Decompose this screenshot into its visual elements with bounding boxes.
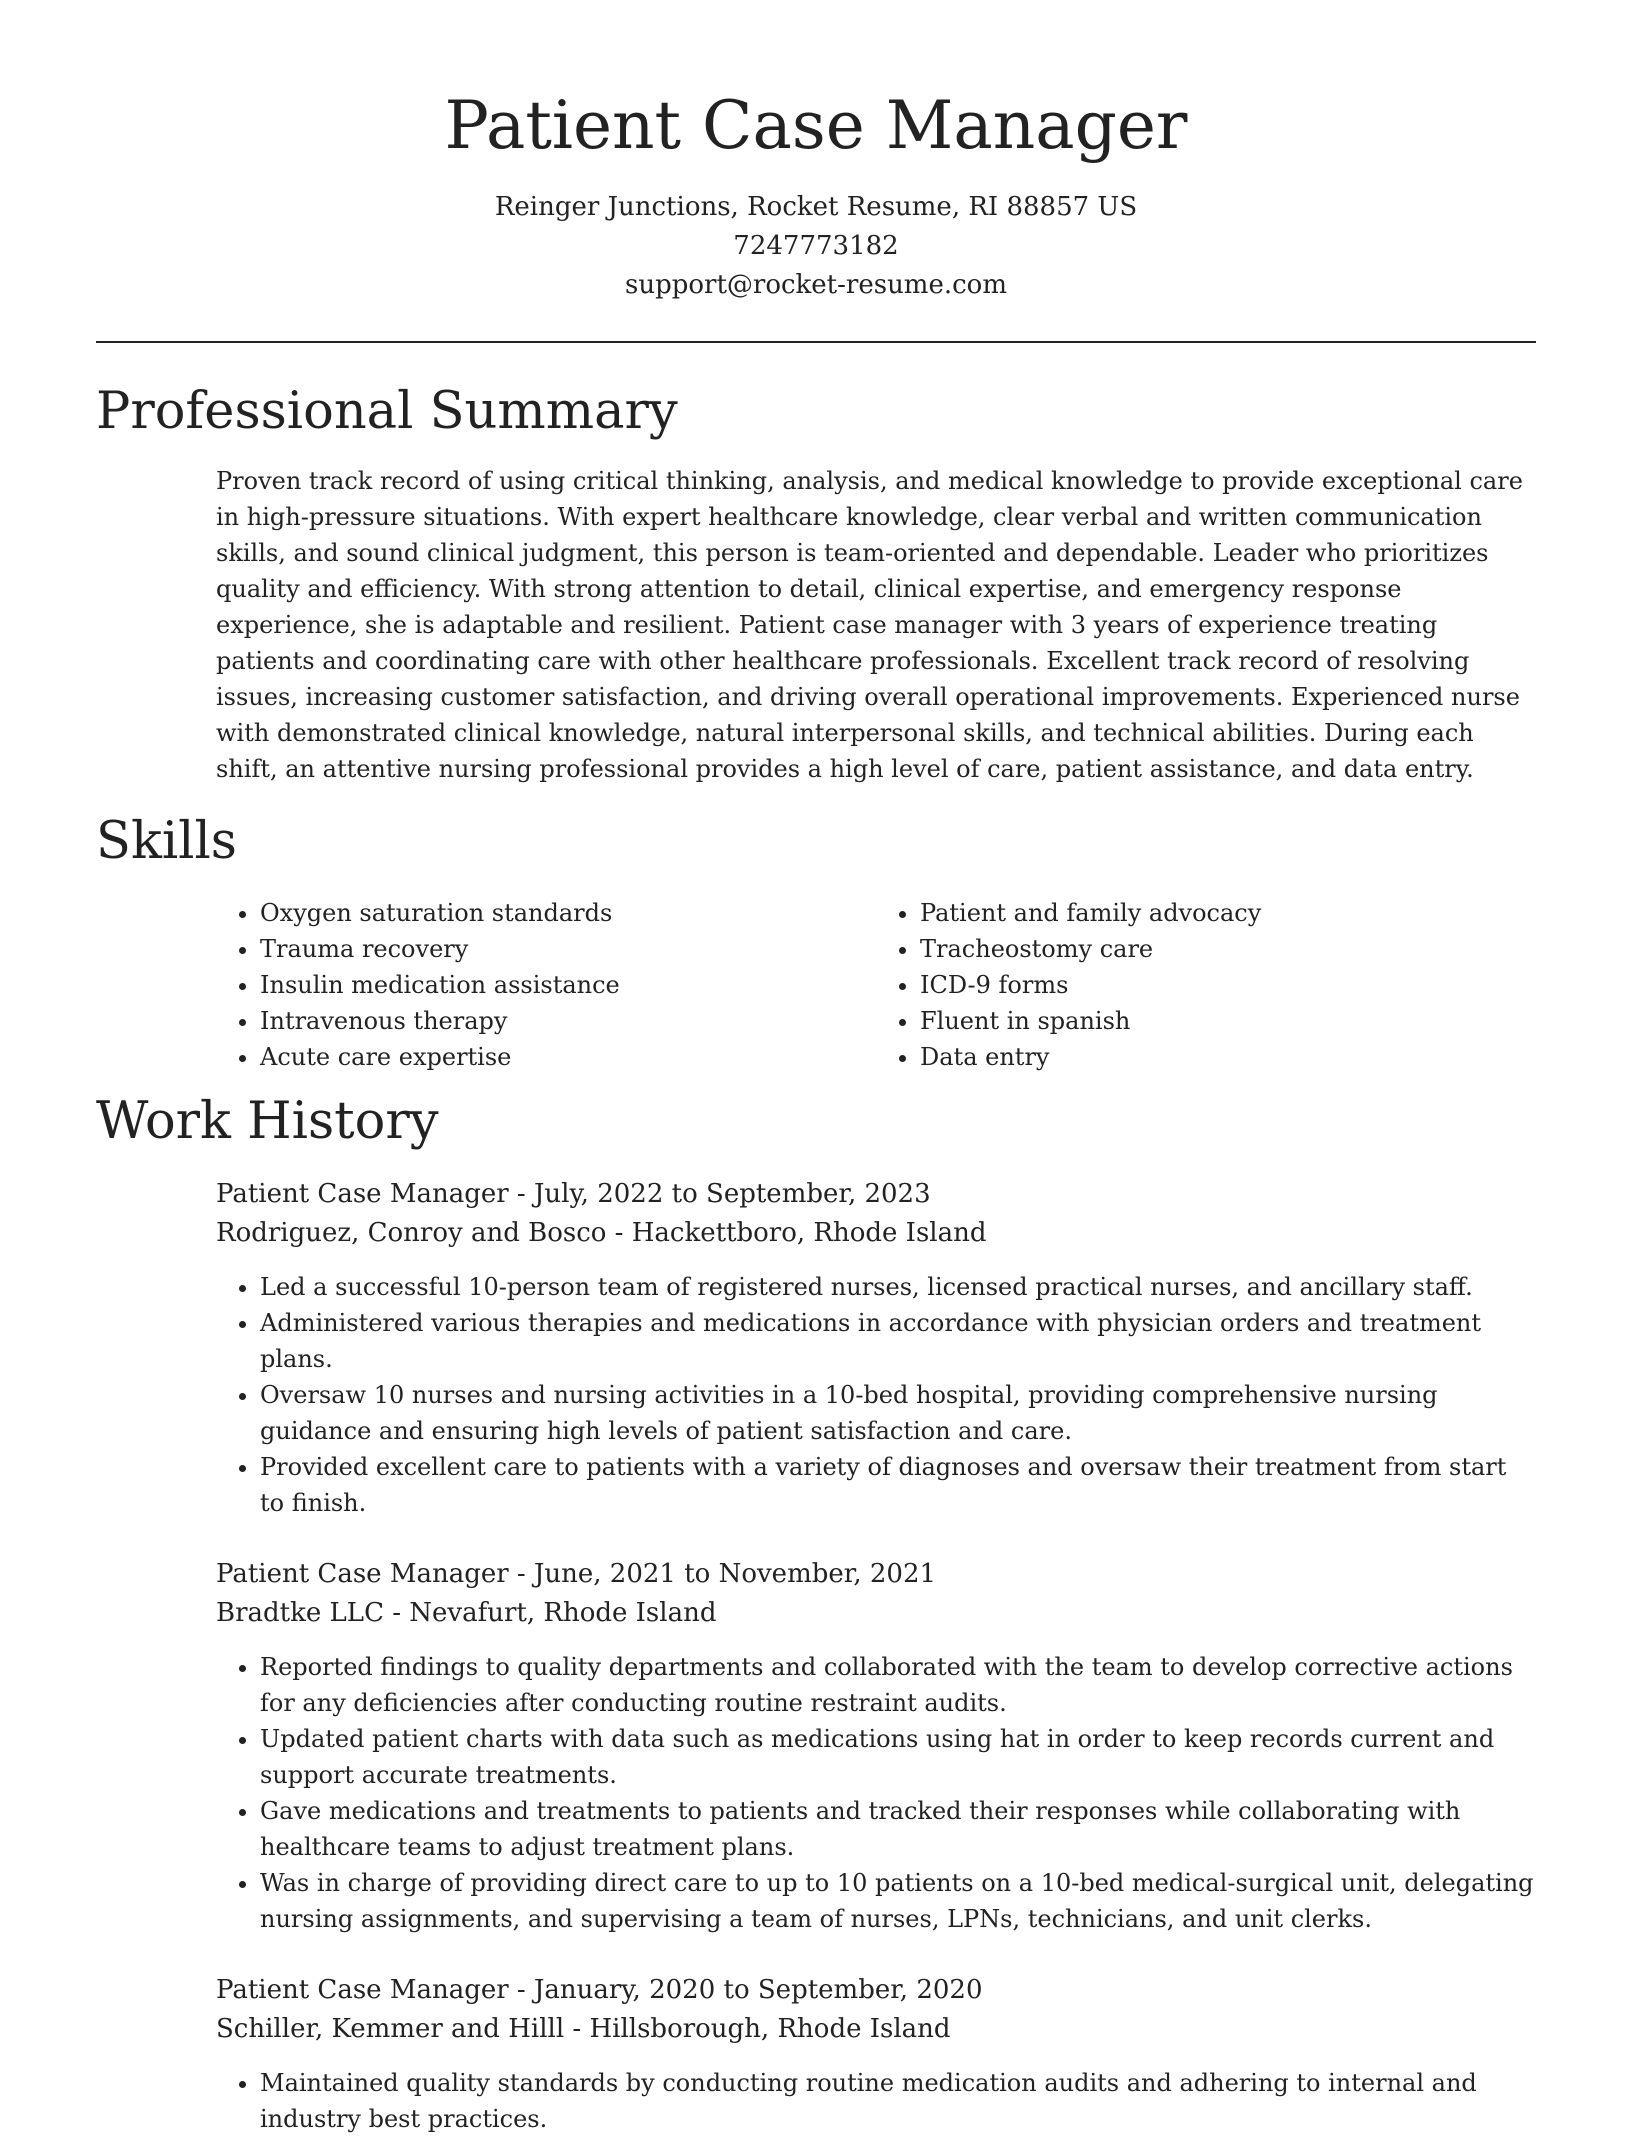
skill-item: • Data entry [920, 1039, 1536, 1075]
skill-item: • Fluent in spanish [920, 1003, 1536, 1039]
email-line: support@rocket-resume.com [624, 270, 1007, 300]
job-bullet: • Administered various therapies and medications in accordance with physician orders and treatment plans. [260, 1305, 1536, 1377]
skill-item: • ICD-9 forms [920, 967, 1536, 1003]
job-title-line: Patient Case Manager - June, 2021 to November, 2021 [216, 1559, 937, 1589]
job-company-line: Schiller, Kemmer and Hilll - Hillsborough, Rhode Island [216, 2014, 951, 2044]
job-bullets [216, 1269, 1536, 1521]
work-history-heading: Work History [96, 1092, 439, 1151]
job-entry [216, 1555, 1536, 1937]
job-company-line: Rodriguez, Conroy and Bosco - Hackettboro, Rhode Island [216, 1218, 987, 1248]
job-bullet: • Gave medications and treatments to patients and tracked their responses while collaborating with healthcare teams to adjust treatment plans. [260, 1793, 1536, 1865]
skills-column-right [876, 895, 1536, 1075]
summary-heading: Professional Summary [96, 382, 678, 441]
address-line: Reinger Junctions, Rocket Resume, RI 88857 US [494, 192, 1138, 222]
skills-column-left [216, 895, 876, 1075]
skills-heading: Skills [96, 812, 237, 871]
skills-list [216, 895, 1536, 1075]
job-bullet: • Maintained quality standards by conducting routine medication audits and adhering to internal and industry best practices. [260, 2065, 1536, 2137]
job-title-line: Patient Case Manager - January, 2020 to September, 2020 [216, 1975, 983, 2005]
job-bullet: • Was in charge of providing direct care to up to 10 patients on a 10-bed medical-surgical unit, delegating nursing assignments, and supervising a team of nurses, LPNs, technicians, and unit clerks. [260, 1865, 1536, 1937]
job-company-line: Bradtke LLC - Nevafurt, Rhode Island [216, 1598, 717, 1628]
skill-item: • Oxygen saturation standards [260, 895, 876, 931]
job-entry [216, 1175, 1536, 1521]
skill-item: • Tracheostomy care [920, 931, 1536, 967]
job-bullets [216, 2065, 1536, 2137]
job-entry [216, 1971, 1536, 2137]
skill-item: • Intravenous therapy [260, 1003, 876, 1039]
skill-item: • Trauma recovery [260, 931, 876, 967]
skill-item: • Patient and family advocacy [920, 895, 1536, 931]
resume-page [96, 0, 1536, 2137]
job-bullets [216, 1649, 1536, 1937]
candidate-name: Patient Case Manager [444, 87, 1188, 164]
job-bullet: • Updated patient charts with data such as medications using hat in order to keep records current and support accurate treatments. [260, 1721, 1536, 1793]
header-divider [96, 341, 1536, 343]
job-bullet: • Provided excellent care to patients with a variety of diagnoses and oversaw their treatment from start to finish. [260, 1449, 1536, 1521]
skill-item: • Insulin medication assistance [260, 967, 876, 1003]
resume-header [96, 0, 1536, 305]
job-title-line: Patient Case Manager - July, 2022 to September, 2023 [216, 1179, 931, 1209]
job-bullet: • Reported findings to quality departments and collaborated with the team to develop corrective actions for any deficiencies after conducting routine restraint audits. [260, 1649, 1536, 1721]
job-bullet: • Oversaw 10 nurses and nursing activities in a 10-bed hospital, providing comprehensive nursing guidance and ensuring high levels of patient satisfaction and care. [260, 1377, 1536, 1449]
summary-text: Proven track record of using critical thinking, analysis, and medical knowledge to provide exceptional care in high-pressure situations. With expert healthcare knowledge, clear verbal and written communication skills, and sound clinical judgment, this person is team-oriented and dependable. Leader who prioritizes quality and efficiency. With strong attention to detail, clinical expertise, and emergency response experience, she is adaptable and resilient. Patient case manager with 3 years of experience treating patients and coordinating care with other healthcare professionals. Excellent track record of resolving issues, increasing customer satisfaction, and driving overall operational improvements. Experienced nurse with demonstrated clinical knowledge, natural interpersonal skills, and technical abilities. During each shift, an attentive nursing professional provides a high level of care, patient assistance, and data entry. [216, 467, 1523, 783]
phone-line: 7247773182 [733, 231, 899, 261]
skill-item: • Acute care expertise [260, 1039, 876, 1075]
contact-block [96, 188, 1536, 305]
job-bullet: • Led a successful 10-person team of registered nurses, licensed practical nurses, and ancillary staff. [260, 1269, 1536, 1305]
